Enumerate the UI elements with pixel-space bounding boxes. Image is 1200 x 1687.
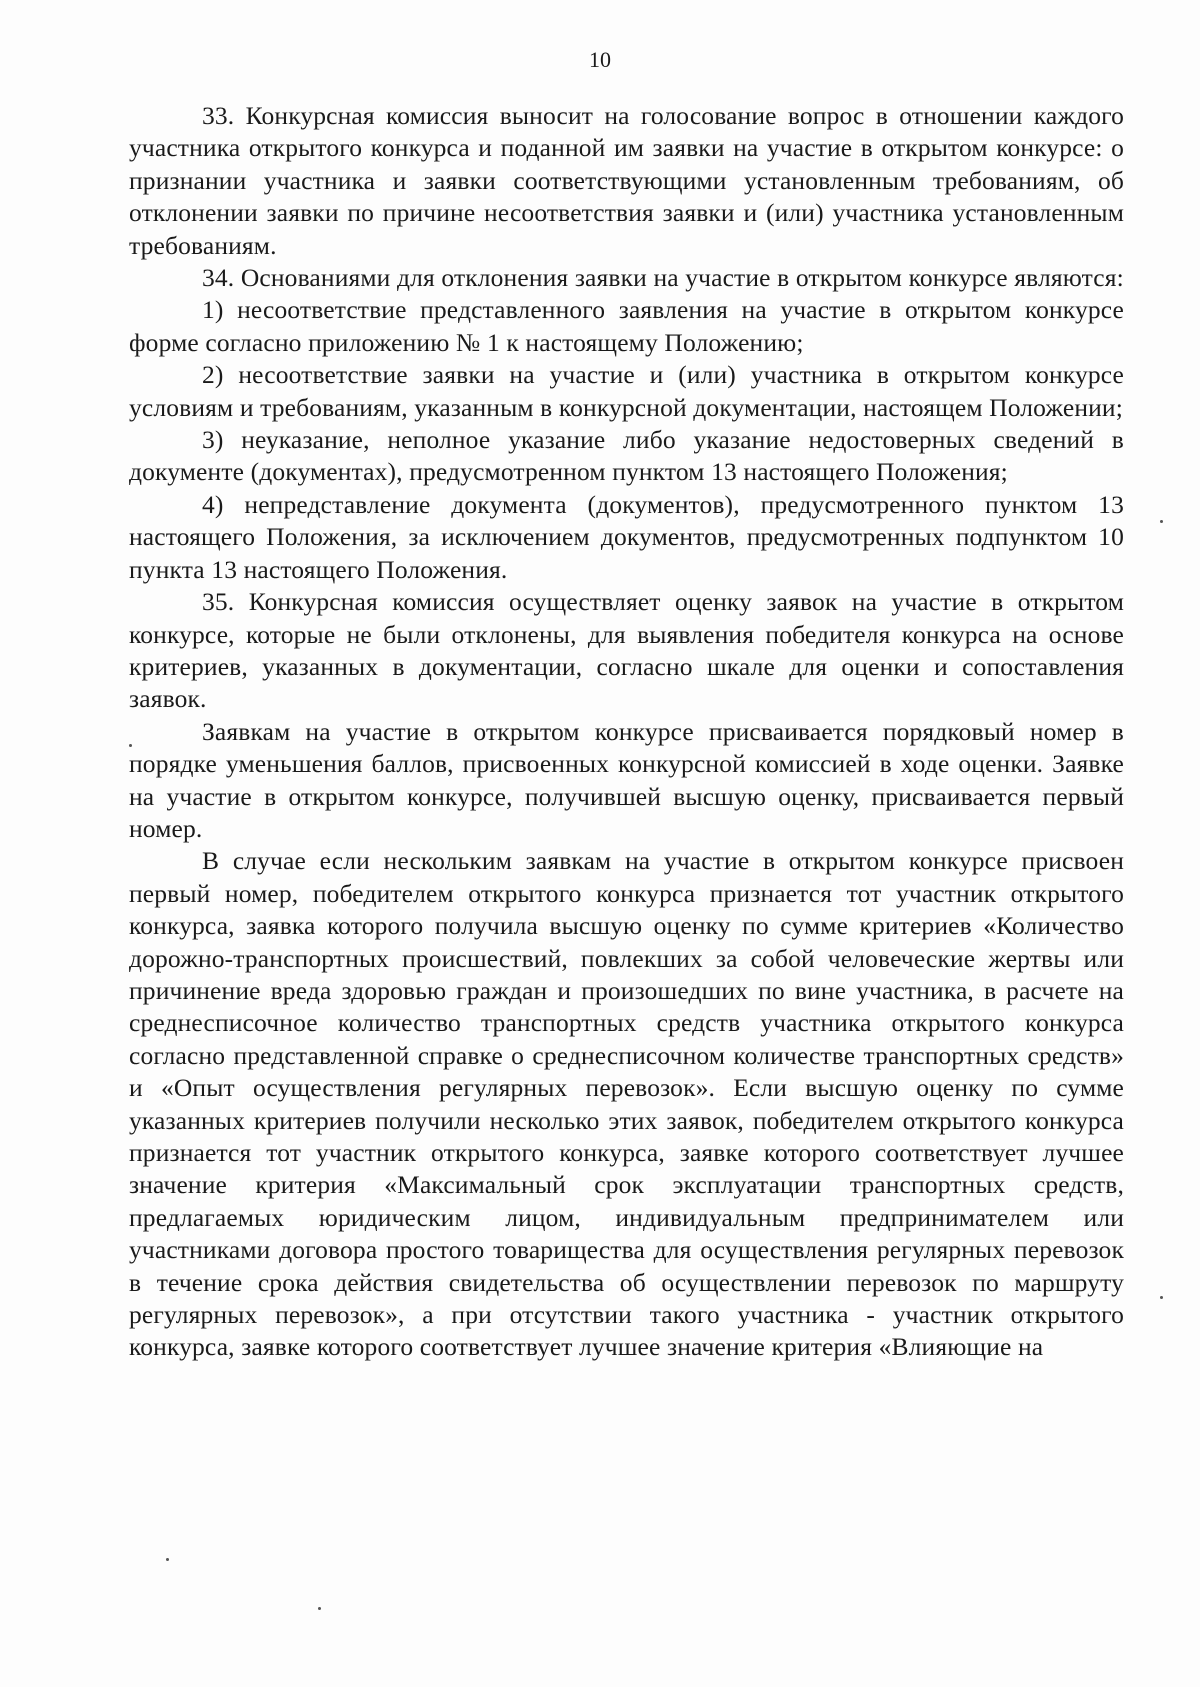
paragraph-35-tie-break: В случае если нескольким заявкам на участие в открытом конкурсе присвоен первый номер, победителем открытого конкурса признается тот участник открытого конкурса, заявка которого получила высшую оценку по сумме критериев «Количество дорожно-транспортных происшествий, повлекших за собой человеческие жертвы или причинение вреда здоровью граждан и произошедших по вине участника, в расчете на среднесписочное количество транспортных средств участника открытого конкурса согласно представленной справке о среднесписочном количестве транспортных средств» и «Опыт осуществления регулярных перевозок». Если высшую оценку по сумме указанных критериев получили несколько этих заявок, победителем открытого конкурса признается тот участник открытого конкурса, заявке которого соответствует лучшее значение критерия «Максимальный срок эксплуатации транспортных средств, предлагаемых юридическим лицом, индивидуальным предпринимателем или участниками договора простого товарищества для осуществления регулярных перевозок в течение срока действия свидетельства об осуществлении перевозок по маршруту регулярных перевозок», а при отсутствии такого участника - участник открытого конкурса, заявке которого соответствует лучшее значение критерия «Влияющие на: [129, 846, 1124, 1362]
page-number: 10: [589, 47, 611, 72]
paragraph-34-item-1: 1) несоответствие представленного заявления на участие в открытом конкурсе форме согласно приложению № 1 к настоящему Положению;: [129, 295, 1124, 357]
scan-speck: [318, 1607, 321, 1610]
scan-speck: [166, 1558, 169, 1561]
paragraph-33: 33. Конкурсная комиссия выносит на голосование вопрос в отношении каждого участника открытого конкурса и поданной им заявки на участие в открытом конкурсе: о признании участника и заявки соответствующими установленным требованиям, об отклонении заявки по причине несоответствия заявки и (или) участника установленным требованиям.: [129, 101, 1124, 260]
paragraph-34-item-2: 2) несоответствие заявки на участие и (или) участника в открытом конкурсе условиям и требованиям, указанным в конкурсной документации, настоящем Положении;: [129, 360, 1124, 422]
paragraph-34-item-4: 4) непредставление документа (документов), предусмотренного пунктом 13 настоящего Положения, за исключением документов, предусмотренных подпунктом 10 пункта 13 настоящего Положения.: [129, 489, 1124, 584]
scan-speck: [1160, 520, 1163, 523]
scan-speck: [129, 744, 132, 747]
scan-speck: [1160, 1296, 1163, 1299]
paragraph-35: 35. Конкурсная комиссия осуществляет оценку заявок на участие в открытом конкурсе, которые не были отклонены, для выявления победителя конкурса на основе критериев, указанных в документации, согласно шкале для оценки и сопоставления заявок.: [129, 587, 1124, 714]
paragraph-34: 34. Основаниями для отклонения заявки на участие в открытом конкурсе являются:: [202, 263, 1124, 293]
paragraph-35-ranking: Заявкам на участие в открытом конкурсе присваивается порядковый номер в порядке уменьшения баллов, присвоенных конкурсной комиссией в ходе оценки. Заявке на участие в открытом конкурсе, получившей высшую оценку, присваивается первый номер.: [129, 716, 1124, 843]
document-body: [129, 100, 1124, 1364]
paragraph-34-item-3: 3) неуказание, неполное указание либо указание недостоверных сведений в документе (документах), предусмотренном пунктом 13 настоящего Положения;: [129, 425, 1124, 487]
